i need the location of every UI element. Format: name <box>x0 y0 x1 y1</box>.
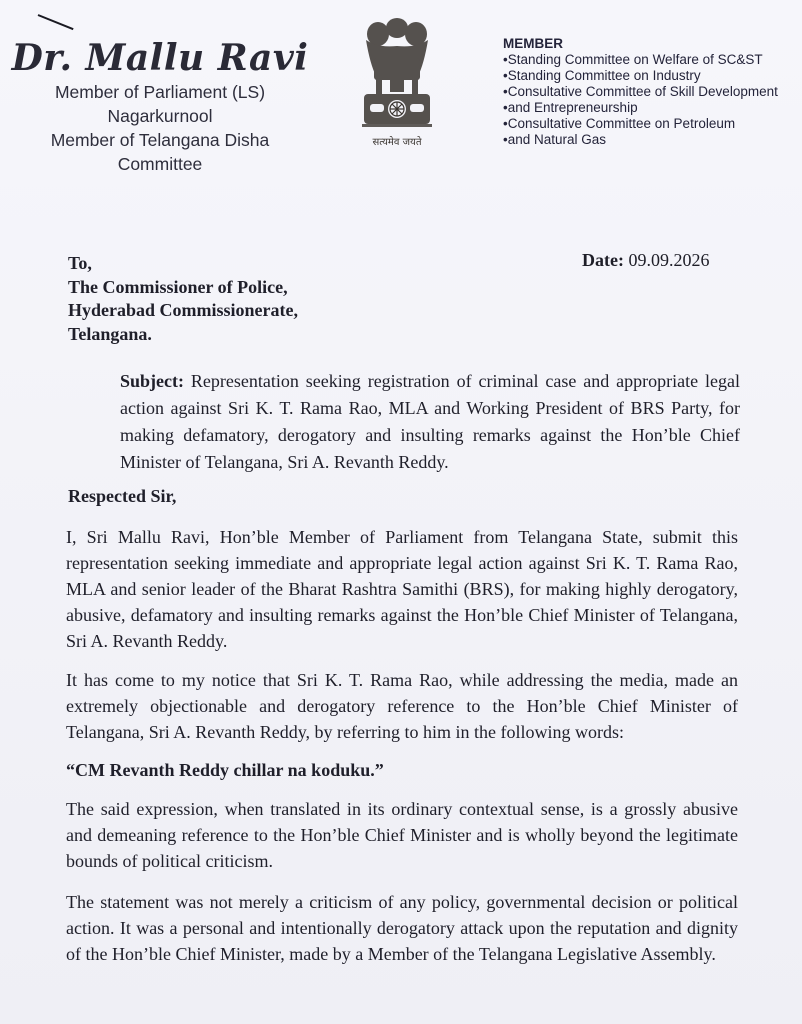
paragraph-1: I, Sri Mallu Ravi, Hon’ble Member of Parliament from Telangana State, submit this representation seeking immediate and appropriate legal action against Sri K. T. Rama Rao, MLA and senior leader of the Bharat Rashtra Samithi (BRS), for making highly derogatory, abusive, defamatory and insulting remarks against the Hon’ble Chief Minister of Telangana, Sri A. Revanth Reddy. <box>66 527 738 651</box>
paragraph-2: It has come to my notice that Sri K. T. Rama Rao, while addressing the media, made an extremely objectionable and derogatory reference to the Hon’ble Chief Minister of Telangana, Sri A. Revanth Reddy, by referring to him in the following words: <box>66 670 738 742</box>
committee-item: • Standing Committee on Welfare of SC&ST <box>503 52 798 68</box>
recipient-line-1: The Commissioner of Police, <box>68 276 288 297</box>
letterhead-line-2: Nagarkurnool <box>107 106 213 126</box>
letterhead-line-3: Member of Telangana Disha Committee <box>50 130 270 174</box>
committee-item: • and Natural Gas <box>503 132 798 148</box>
recipient-line-3: Telangana. <box>68 323 152 344</box>
national-emblem-icon <box>356 14 438 152</box>
emblem-motto: सत्यमेव जयते <box>372 137 422 148</box>
to-label: To, <box>68 253 92 273</box>
letter-date <box>582 250 709 271</box>
member-heading: MEMBER <box>503 36 563 51</box>
paragraph-4: The statement was not merely a criticism of any policy, governmental decision or political action. It was a personal and intentionally derogatory attack upon the reputation and dignity of the Hon’ble Chief Minister, made by a Member of the Telangana Legislative Assembly. <box>66 892 738 964</box>
subject-label: Subject: <box>120 371 184 391</box>
letterhead-line-1: Member of Parliament (LS) <box>54 82 266 102</box>
committee-item: • and Entrepreneurship <box>503 100 798 116</box>
committee-list <box>503 36 798 148</box>
salutation: Respected Sir, <box>68 486 177 506</box>
recipient-block <box>68 252 298 346</box>
letterhead-identity <box>10 36 310 176</box>
date-value: 09.09.2026 <box>628 250 710 270</box>
letterhead-name: Dr. Mallu Ravi <box>11 37 309 79</box>
committee-item: • Consultative Committee on Petroleum <box>503 116 798 132</box>
recipient-line-2: Hyderabad Commissionerate, <box>68 300 298 320</box>
paragraph-3: The said expression, when translated in its ordinary contextual sense, is a grossly abusive and demeaning reference to the Hon’ble Chief Minister and is wholly beyond the legitimate bounds of political criticism. <box>66 799 738 871</box>
quoted-remark: “CM Revanth Reddy chillar na koduku.” <box>66 760 384 780</box>
subject-text: Representation seeking registration of criminal case and appropriate legal action against Sri K. T. Rama Rao, MLA and Working President of BRS Party, for making defamatory, derogatory and insulting remarks against the Hon’ble Chief Minister of Telangana, Sri A. Revanth Reddy. <box>120 371 741 472</box>
pen-mark <box>38 14 74 30</box>
committee-item: • Consultative Committee of Skill Development <box>503 84 798 100</box>
subject-block <box>120 368 740 476</box>
committee-item: • Standing Committee on Industry <box>503 68 798 84</box>
date-label: Date: <box>582 250 624 270</box>
